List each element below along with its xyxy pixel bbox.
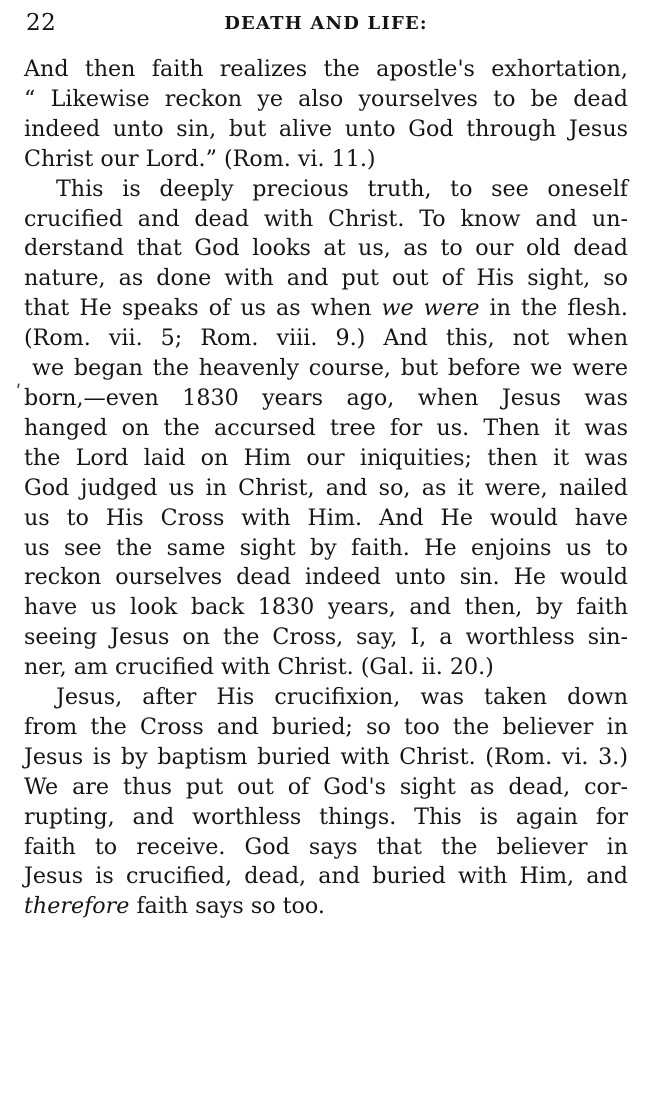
text-line: nature, as done with and put out of His sight, so: [24, 265, 628, 292]
text-line: the Lord laid on Him our iniquities; then it was: [24, 444, 628, 471]
text-line: Jesus, after His crucifixion, was taken down: [56, 684, 628, 711]
text-line: crucified and dead with Christ. To know and un-: [24, 205, 628, 232]
paragraph-1: [24, 55, 628, 175]
paragraph-3: [24, 683, 628, 922]
text-line: Jesus is crucified, dead, and buried with Him, and: [24, 863, 628, 890]
text-line-flesh: [24, 294, 628, 324]
text-line: us to His Cross with Him. And He would have: [24, 504, 628, 531]
italic-phrase: we were: [381, 295, 480, 322]
text-line: derstand that God looks at us, as to our old dead: [24, 235, 628, 262]
text-fragment: faith says so too.: [129, 893, 325, 920]
text-line: we began the heavenly course, but before we were: [32, 355, 628, 382]
paragraph-2: [24, 175, 628, 683]
text-line: And then faith realizes the apostle's exhortation,: [24, 56, 628, 82]
text-line: indeed unto sin, but alive unto God through Jesus: [24, 115, 628, 142]
text-fragment: that He speaks of us as when: [24, 295, 382, 322]
text-line: us see the same sight by faith. He enjoins us to: [24, 534, 628, 561]
text-line: faith to receive. God says that the believer in: [24, 833, 628, 860]
text-line: have us look back 1830 years, and then, by faith: [24, 594, 628, 621]
text-line: (Rom. vii. 5; Rom. viii. 9.) And this, not when: [24, 325, 628, 352]
text-line: God judged us in Christ, and so, as it were, nailed: [24, 474, 628, 501]
text-line: born,—even 1830 years ago, when Jesus was: [24, 384, 628, 411]
text-line: rupting, and worthless things. This is again for: [24, 803, 628, 830]
text-line: This is deeply precious truth, to see oneself: [56, 175, 628, 202]
text-line: Jesus is by baptism buried with Christ. (Rom. vi. 3.): [24, 743, 628, 770]
italic-word: therefore: [24, 893, 130, 920]
text-line: hanged on the accursed tree for us. Then it was: [24, 414, 628, 441]
text-line: “ Likewise reckon ye also yourselves to be dead: [24, 85, 628, 112]
stray-mark: ʹ: [16, 382, 22, 403]
body-text: [24, 55, 628, 922]
page-number: 22: [26, 10, 57, 36]
running-title: DEATH AND LIFE:: [224, 13, 428, 34]
text-line: from the Cross and buried; so too the believer in: [24, 713, 628, 740]
text-line: Christ our Lord.” (Rom. vi. 11.): [24, 145, 376, 172]
text-line: seeing Jesus on the Cross, say, I, a worthless sin-: [24, 624, 628, 651]
running-head: [26, 10, 626, 44]
text-fragment: in the flesh.: [479, 295, 628, 322]
text-line-final: [24, 892, 628, 922]
text-line: ner, am crucified with Christ. (Gal. ii. 20.): [24, 654, 494, 681]
text-line: We are thus put out of God's sight as dead, cor-: [24, 773, 628, 800]
text-line: reckon ourselves dead indeed unto sin. He would: [24, 564, 628, 591]
